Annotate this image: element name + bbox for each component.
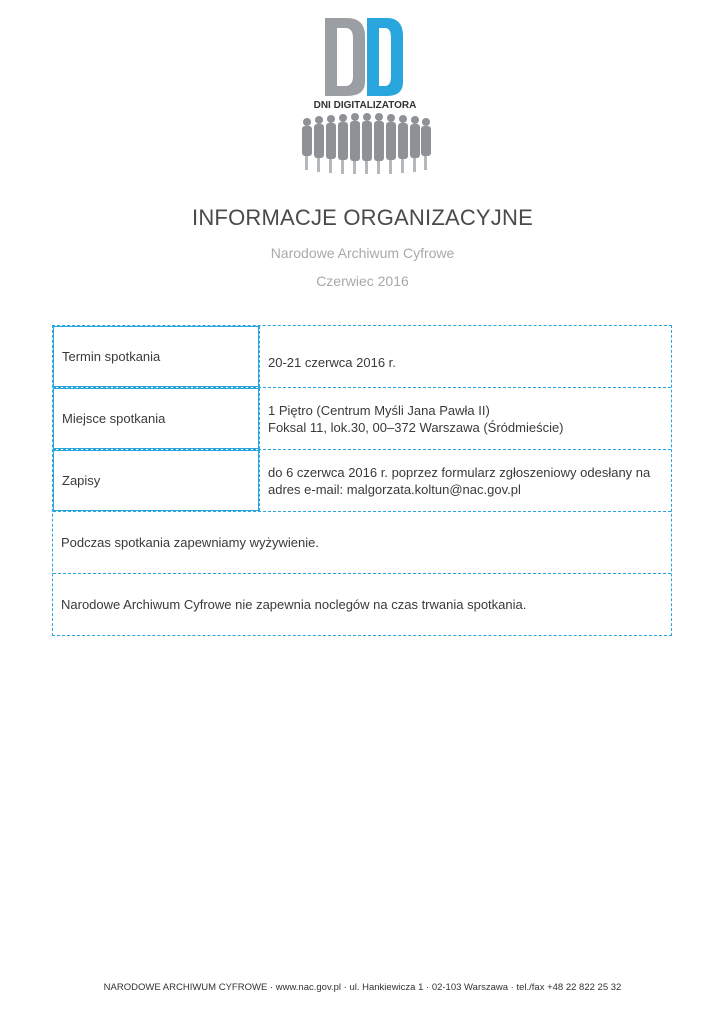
value-termin: [259, 326, 671, 387]
label-termin: Termin spotkania: [53, 326, 259, 387]
table-row-note-2: [53, 574, 671, 635]
label-miejsce: Miejsce spotkania: [53, 388, 259, 449]
document-subtitle: Narodowe Archiwum Cyfrowe: [270, 245, 455, 261]
logo-graphic: [295, 16, 435, 176]
note-catering: Podczas spotkania zapewniamy wyżywienie.: [61, 535, 319, 550]
table-row-miejsce: [53, 388, 671, 450]
table-row-note-1: [53, 512, 671, 574]
table-row-termin: [53, 326, 671, 388]
note-accommodation: Narodowe Archiwum Cyfrowe nie zapewnia noclegów na czas trwania spotkania.: [61, 597, 527, 612]
table-row-zapisy: [53, 450, 671, 512]
value-miejsce-line-2: Foksal 11, lok.30, 00–372 Warszawa (Śródmieście): [268, 419, 564, 435]
document-title: INFORMACJE ORGANIZACYJNE: [192, 205, 533, 230]
value-zapisy: [259, 450, 671, 511]
value-termin-line: 20-21 czerwca 2016 r.: [268, 355, 396, 370]
label-zapisy: Zapisy: [53, 450, 259, 511]
value-zapisy-line-2: adres e-mail: malgorzata.koltun@nac.gov.pl: [268, 481, 521, 497]
document-date: Czerwiec 2016: [316, 273, 409, 289]
value-zapisy-line-1: do 6 czerwca 2016 r. poprzez formularz zgłoszeniowy odesłany na: [268, 464, 651, 480]
value-miejsce: [259, 388, 671, 449]
logo-text: DNI DIGITALIZATORA: [313, 100, 417, 111]
value-miejsce-line-1: 1 Piętro (Centrum Myśli Jana Pawła II): [268, 402, 490, 418]
info-table: [52, 325, 672, 636]
page-footer: NARODOWE ARCHIWUM CYFROWE · www.nac.gov.pl · ul. Hankiewicza 1 · 02-103 Warszawa · tel./fax +48 22 822 25 32: [103, 982, 622, 993]
dni-digitalizatora-logo: [295, 16, 435, 176]
